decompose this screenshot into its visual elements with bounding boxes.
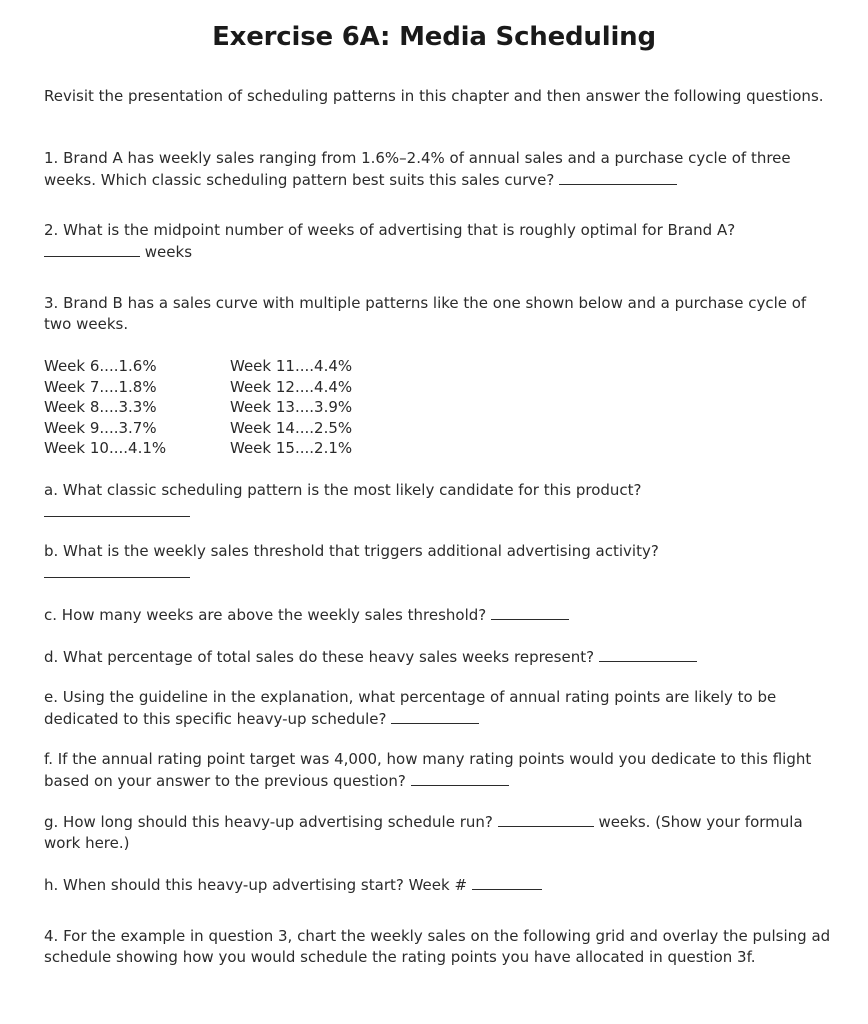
week-item: Week 6....1.6% (44, 357, 157, 375)
answer-blank-q3g[interactable] (498, 811, 594, 827)
question-3f-text: f. If the annual rating point target was 4,000, how many rating points would you dedicate to this flight based on your answer to the previous question? (44, 750, 812, 790)
intro-text: Revisit the presentation of scheduling patterns in this chapter and then answer the following questions. (44, 87, 824, 105)
question-3h (44, 874, 834, 896)
question-3-text: 3. Brand B has a sales curve with multiple patterns like the one shown below and a purchase cycle of two weeks. (44, 294, 807, 333)
weekly-sales-column-right (230, 356, 352, 459)
question-3e (44, 687, 834, 730)
question-3b-text: b. What is the weekly sales threshold that triggers additional advertising activity? (44, 542, 659, 560)
question-3a-text: a. What classic scheduling pattern is the most likely candidate for this product? (44, 481, 642, 499)
week-item: Week 15....2.1% (230, 439, 353, 457)
answer-blank-q3h[interactable] (472, 874, 542, 890)
answer-blank-q3b[interactable] (44, 562, 190, 578)
question-2-suffix: weeks (144, 243, 193, 261)
week-item: Week 14....2.5% (230, 418, 353, 437)
answer-blank-q1[interactable] (559, 169, 677, 185)
question-2 (44, 220, 834, 263)
question-3c (44, 604, 834, 626)
weekly-sales-column-left (44, 356, 166, 459)
week-item: Week 10....4.1% (44, 439, 167, 457)
question-3g-suffix: weeks. (Show your formula work here.) (44, 813, 803, 852)
answer-blank-q3d[interactable] (599, 646, 697, 662)
page-title: Exercise 6A: Media Scheduling (212, 22, 656, 52)
answer-blank-q3c[interactable] (491, 604, 569, 620)
week-item: Week 13....3.9% (230, 398, 353, 416)
question-3g-text: g. How long should this heavy-up advertising schedule run? (44, 813, 493, 831)
question-3e-text: e. Using the guideline in the explanation, what percentage of annual rating points are likely to be dedicated to this specific heavy-up schedule? (44, 688, 777, 728)
week-item: Week 12....4.4% (230, 377, 353, 396)
week-item: Week 8....3.3% (44, 398, 157, 416)
intro-paragraph (44, 86, 834, 107)
question-1 (44, 148, 834, 191)
question-2-text: 2. What is the midpoint number of weeks of advertising that is roughly optimal for Brand A? (44, 221, 736, 239)
answer-blank-q3e[interactable] (391, 708, 479, 724)
question-3b (44, 541, 834, 584)
question-4-text: 4. For the example in question 3, chart the weekly sales on the following grid and overlay the pulsing ad schedule showing how you would schedule the rating points you have allocated in question 3f. (44, 927, 831, 966)
week-item: Week 9....3.7% (44, 418, 157, 437)
question-3f (44, 749, 834, 792)
question-1-text: 1. Brand A has weekly sales ranging from 1.6%–2.4% of annual sales and a purchase cycle of three weeks. Which classic scheduling pattern best suits this sales curve? (44, 149, 791, 189)
week-item: Week 11....4.4% (230, 357, 353, 375)
question-3a (44, 480, 834, 523)
answer-blank-q2[interactable] (44, 241, 140, 257)
question-3g (44, 811, 834, 854)
week-item: Week 7....1.8% (44, 377, 157, 396)
answer-blank-q3f[interactable] (411, 770, 509, 786)
question-3 (44, 293, 834, 335)
answer-blank-q3a[interactable] (44, 501, 190, 517)
question-3h-text: h. When should this heavy-up advertising start? Week # (44, 876, 468, 894)
question-3d-text: d. What percentage of total sales do these heavy sales weeks represent? (44, 648, 595, 666)
question-3c-text: c. How many weeks are above the weekly sales threshold? (44, 606, 487, 624)
question-4 (44, 926, 834, 968)
question-3d (44, 646, 834, 668)
